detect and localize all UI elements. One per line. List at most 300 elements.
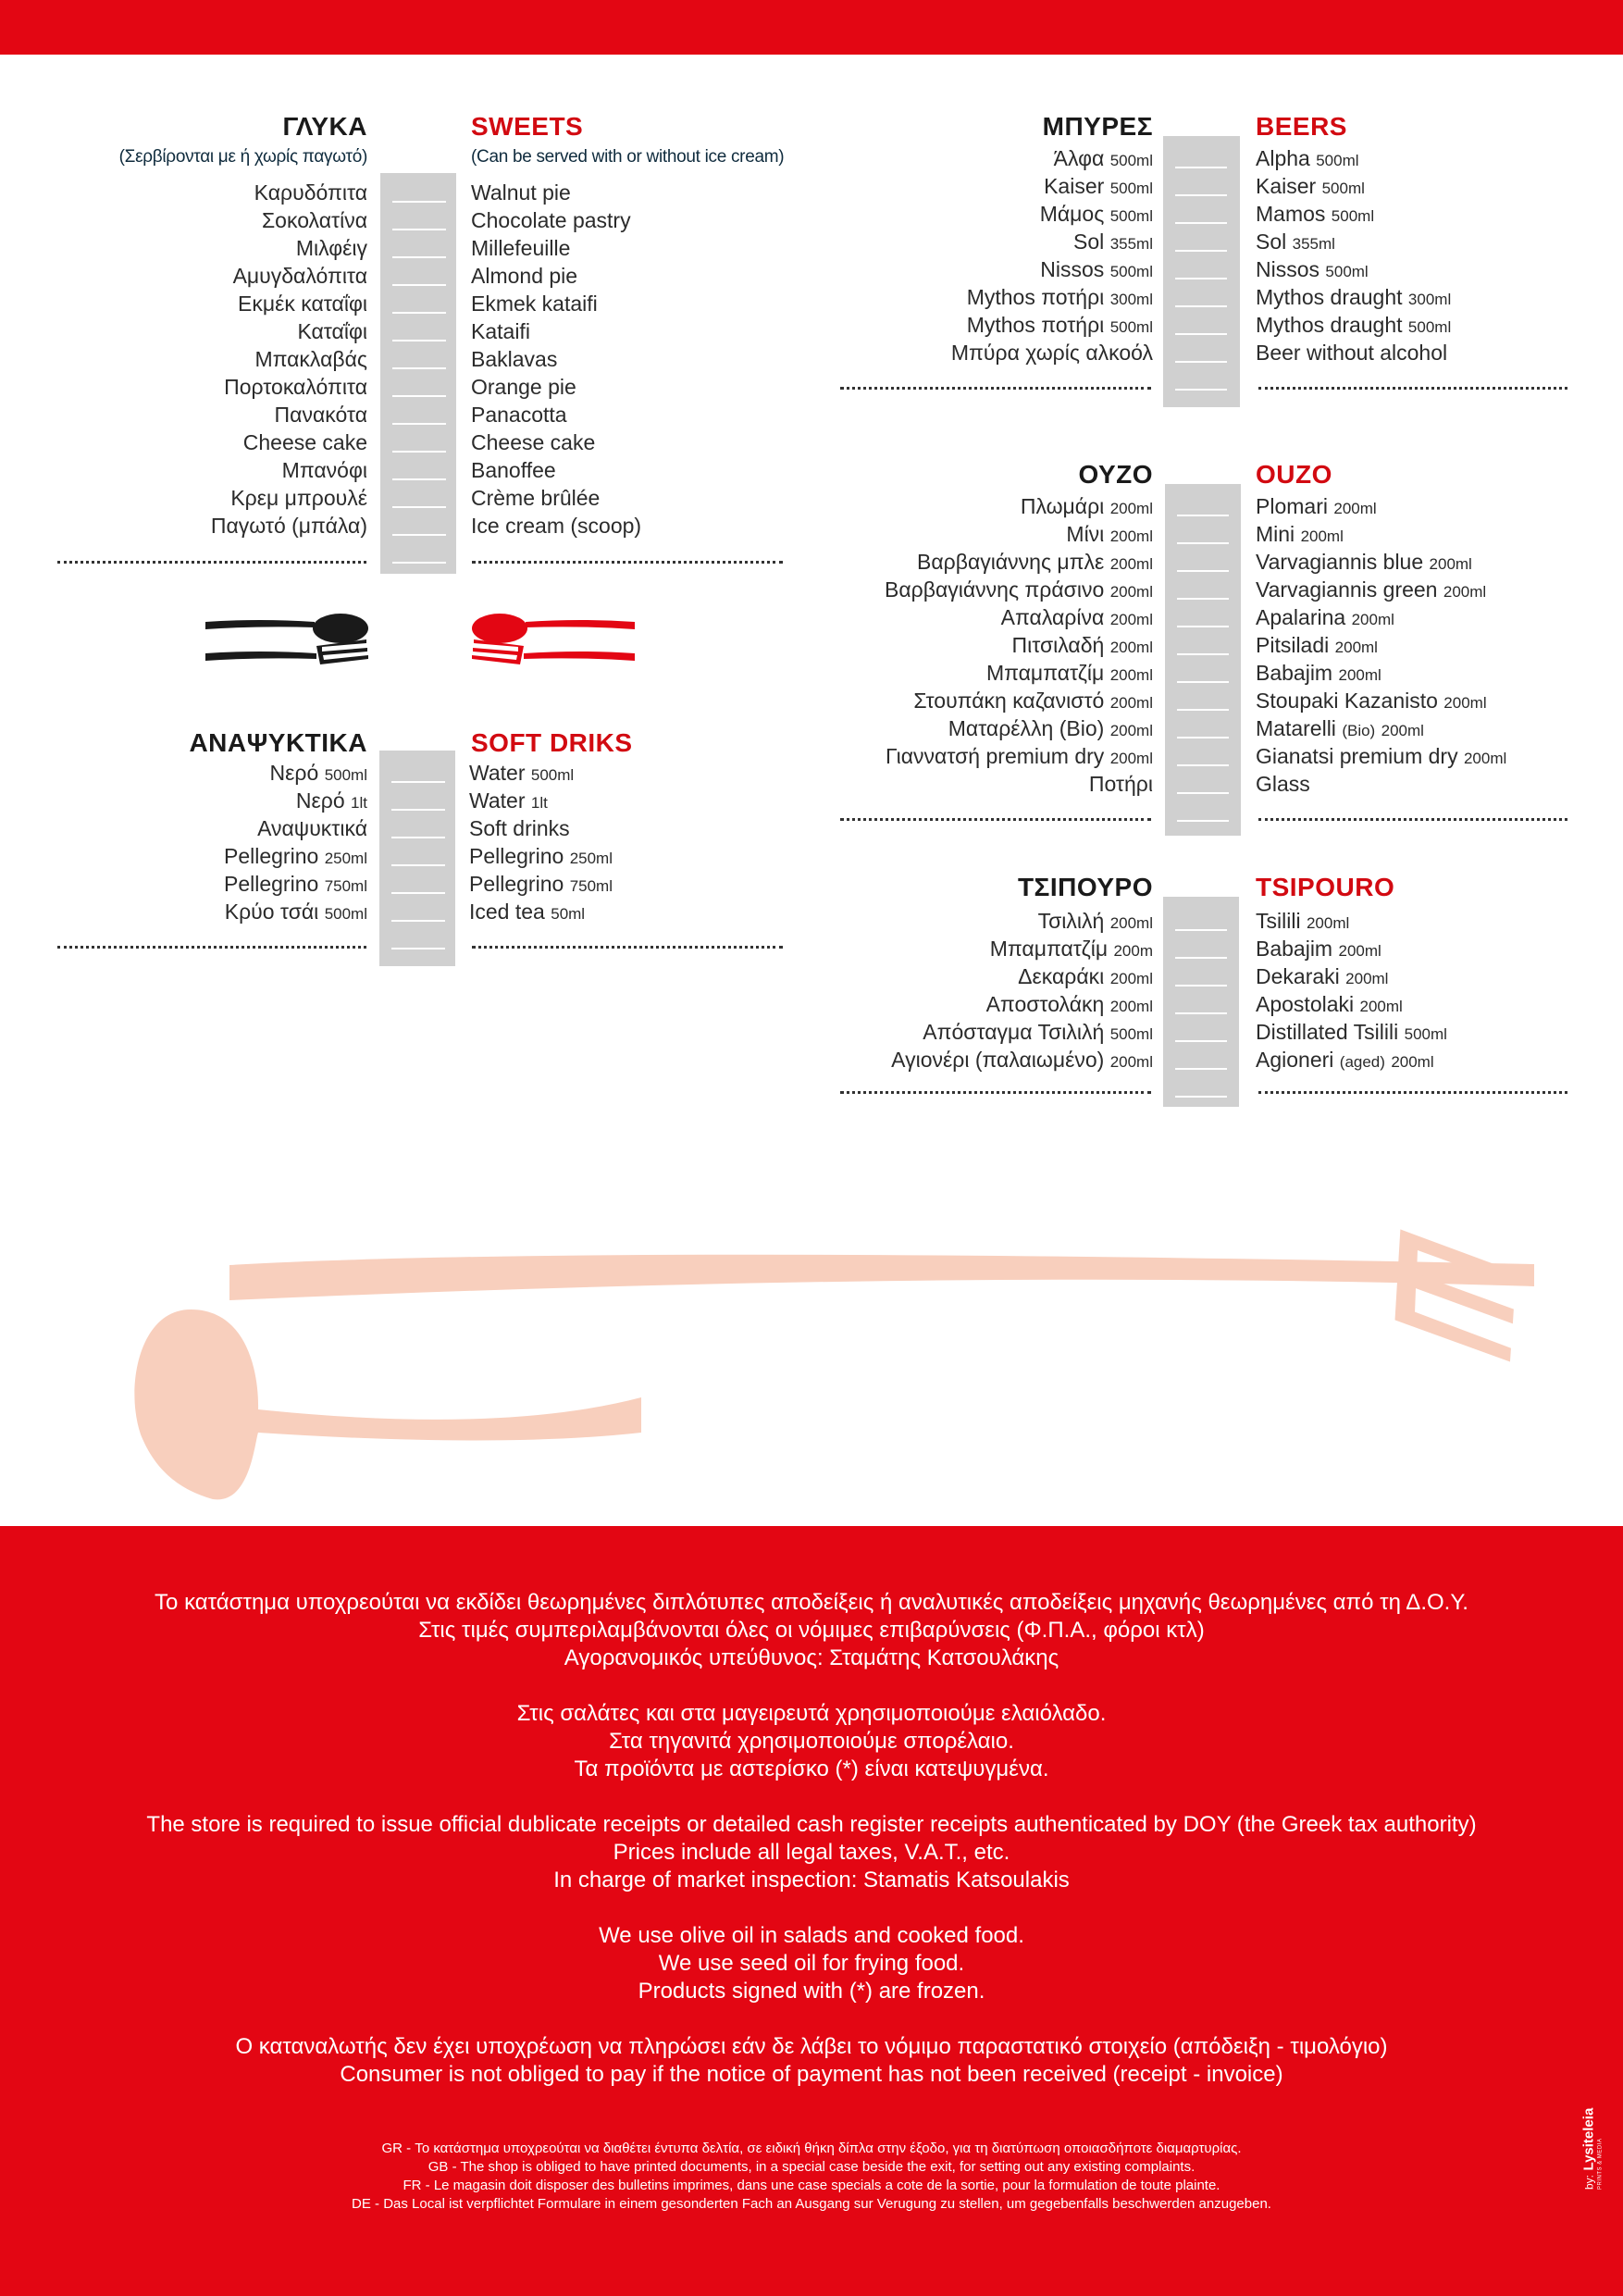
menu-item-gr — [1021, 492, 1153, 523]
price-slot — [392, 340, 446, 341]
menu-item-gr — [296, 787, 367, 817]
menu-item-gr — [1018, 962, 1153, 993]
legal-line: Prices include all legal taxes, V.A.T., etc. — [613, 1840, 1010, 1865]
section-subtitle-en: (Can be served with or without ice cream) — [471, 147, 785, 167]
item-name: Μπύρα χωρίς αλκοόλ — [950, 341, 1153, 365]
menu-item-gr — [1038, 907, 1153, 937]
price-slot — [1175, 305, 1227, 307]
price-slot — [1175, 957, 1227, 959]
menu-item-en — [1256, 492, 1377, 523]
section-title-gr: ΟΥΖΟ — [1078, 460, 1153, 489]
price-slot — [392, 395, 446, 397]
item-name: Pellegrino — [469, 872, 564, 896]
item-volume: 750ml — [569, 877, 613, 895]
item-name: Pellegrino — [224, 844, 319, 868]
item-volume: 200ml — [1109, 722, 1153, 739]
legal-line: Στις τιμές συμπεριλαμβάνονται όλες οι νόμιμες επιβαρύνσεις (Φ.Π.Α., φόροι κτλ) — [418, 1618, 1205, 1643]
item-volume: 1lt — [351, 794, 367, 812]
menu-item-en — [469, 787, 548, 817]
legal-line: Το κατάστημα υποχρεούται να εκδίδει θεωρημένες διπλότυπες αποδείξεις ή αναλυτικές αποδείξεις μηχανής θεωρημένες από τη Δ.Ο.Υ. — [155, 1590, 1468, 1615]
price-slot — [1175, 985, 1227, 987]
price-slot — [1177, 598, 1229, 600]
item-name: Μιλφέιγ — [295, 236, 367, 260]
menu-item-en — [1256, 1018, 1447, 1049]
menu-item-en — [1256, 659, 1381, 689]
item-volume: 500ml — [1404, 1025, 1447, 1043]
item-volume: 750ml — [324, 877, 367, 895]
menu-item-en — [1256, 962, 1388, 993]
item-name: Απαλαρίνα — [1000, 605, 1105, 629]
price-slot — [1175, 929, 1227, 931]
menu-item-gr — [948, 714, 1153, 745]
menu-item-en — [469, 870, 613, 900]
item-note: (aged) — [1339, 1053, 1385, 1071]
item-name: Water — [469, 788, 526, 813]
item-name: Dekaraki — [1256, 964, 1340, 988]
item-name: Sol — [1256, 230, 1287, 254]
complaint-line: DE - Das Local ist verpflichtet Formulare in einem gesonderten Fach an Ausgang sur Verugung zu stellen, um gegebenfalls beschwerden anzugeben. — [352, 2196, 1271, 2212]
item-volume: 500ml — [1109, 207, 1153, 225]
item-name: Banoffee — [471, 458, 556, 482]
item-name: Pitsiladi — [1256, 633, 1330, 657]
item-name: Tsilili — [1256, 909, 1301, 933]
item-name: Κρύο τσάι — [224, 900, 319, 924]
item-volume: 200ml — [1109, 583, 1153, 601]
price-slot — [1175, 250, 1227, 252]
menu-item-en — [1256, 907, 1349, 937]
menu-item-gr — [254, 345, 367, 373]
item-name: Νερό — [269, 761, 319, 785]
menu-item-gr — [891, 1046, 1153, 1076]
menu-item-gr — [238, 290, 367, 317]
price-slot — [392, 229, 446, 230]
dotted-divider — [472, 561, 783, 564]
item-name: Alpha — [1256, 146, 1310, 170]
price-slot — [1175, 222, 1227, 224]
item-name: Agioneri — [1256, 1048, 1334, 1072]
menu-item-en — [1256, 990, 1403, 1021]
legal-footer — [0, 1526, 1623, 2296]
price-slot — [391, 809, 445, 811]
item-name: Chocolate pastry — [471, 208, 631, 232]
item-name: Στουπάκη καζανιστό — [913, 689, 1105, 713]
price-slot — [1177, 515, 1229, 516]
price-slot — [391, 920, 445, 922]
price-slot — [1177, 792, 1229, 794]
menu-item-en — [1256, 631, 1378, 662]
item-name: Iced tea — [469, 900, 545, 924]
legal-line: Στις σαλάτες και στα μαγειρευτά χρησιμοποιούμε ελαιόλαδο. — [516, 1701, 1107, 1726]
item-name: Mythos ποτήρι — [966, 285, 1105, 309]
legal-line: We use seed oil for frying food. — [658, 1951, 965, 1976]
item-name: Almond pie — [471, 264, 578, 288]
price-slot — [1177, 764, 1229, 766]
item-name: Cheese cake — [242, 430, 367, 454]
menu-item-en — [471, 484, 600, 512]
menu-item-gr — [224, 870, 367, 900]
menu-item-gr — [1044, 172, 1153, 203]
menu-item-gr — [225, 898, 367, 928]
item-name: Matarelli — [1256, 716, 1336, 740]
dotted-divider — [840, 1091, 1151, 1094]
menu-item-gr — [885, 576, 1153, 606]
item-name: Baklavas — [471, 347, 558, 371]
dotted-divider — [840, 818, 1151, 821]
price-slot — [392, 256, 446, 258]
price-slot — [392, 312, 446, 314]
item-volume: 200ml — [1338, 942, 1381, 960]
item-name: Τσιλιλή — [1037, 909, 1105, 933]
item-volume: 200ml — [1109, 970, 1153, 987]
item-volume: 200ml — [1109, 500, 1153, 517]
menu-item-gr — [923, 1018, 1153, 1049]
item-volume: 355ml — [1109, 235, 1153, 253]
item-volume: 1lt — [530, 794, 548, 812]
price-slot — [1177, 570, 1229, 572]
menu-item-gr — [230, 484, 367, 512]
item-volume: 500ml — [1407, 318, 1452, 336]
item-name: Βαρβαγιάννης πράσινο — [885, 577, 1105, 602]
item-name: Panacotta — [471, 403, 567, 427]
item-name: Νερό — [295, 788, 345, 813]
item-name: Πανακότα — [274, 403, 367, 427]
menu-item-en — [471, 401, 567, 428]
price-slot — [392, 534, 446, 536]
menu-item-en — [471, 373, 576, 401]
item-name: Καρυδόπιτα — [254, 180, 367, 205]
price-slot — [1175, 1096, 1227, 1098]
menu-item-en — [471, 179, 571, 206]
item-volume: 500ml — [1331, 207, 1375, 225]
menu-item-en — [469, 842, 613, 873]
menu-item-en — [1256, 228, 1335, 258]
item-volume: 200ml — [1338, 666, 1381, 684]
item-name: Πιτσιλαδή — [1011, 633, 1105, 657]
section-title-en: OUZO — [1256, 460, 1332, 489]
menu-item-gr — [1001, 603, 1153, 634]
menu-item-en — [1256, 144, 1359, 175]
complaint-line: GB - The shop is obliged to have printed documents, in a special case beside the exit, for setting out any existing complaints. — [427, 2159, 1196, 2175]
menu-item-en — [471, 428, 595, 456]
legal-line: Ο καταναλωτής δεν έχει υποχρέωση να πληρώσει εάν δε λάβει το νόμιμο παραστατικό στοιχείο (απόδειξη - τιμολόγιο) — [235, 2034, 1388, 2059]
item-volume: 200ml — [1351, 611, 1394, 628]
price-slot — [1177, 542, 1229, 544]
item-volume: 200ml — [1359, 998, 1403, 1015]
legal-line: In charge of market inspection: Stamatis Katsoulakis — [553, 1868, 1070, 1893]
menu-item-gr — [243, 428, 367, 456]
item-name: Babajim — [1256, 661, 1333, 685]
price-slot — [392, 284, 446, 286]
menu-item-gr — [913, 687, 1153, 717]
item-name: Δεκαράκι — [1018, 964, 1105, 988]
menu-item-en — [1256, 576, 1486, 606]
section-title-gr: ΤΣΙΠΟΥΡΟ — [1017, 873, 1153, 901]
item-volume: 200ml — [1306, 914, 1350, 932]
section-title-en: SOFT DRIKS — [471, 728, 633, 757]
item-name: Απόσταγμα Τσιλιλή — [923, 1020, 1105, 1044]
menu-item-gr — [1089, 770, 1153, 798]
item-note: (Bio) — [1342, 722, 1376, 739]
item-name: Apalarina — [1256, 605, 1346, 629]
item-volume: 300ml — [1407, 291, 1452, 308]
menu-item-en — [1256, 742, 1506, 773]
complaint-line: FR - Le magasin doit disposer des bulletins imprimes, dans une case specials a cote de la sortie, pour la formulation de toute plainte. — [403, 2178, 1220, 2193]
price-slot — [1175, 1012, 1227, 1014]
menu-item-gr — [257, 814, 367, 842]
item-name: Αναψυκτικά — [257, 816, 367, 840]
item-volume: 200ml — [1443, 583, 1487, 601]
menu-item-en — [471, 317, 530, 345]
menu-item-en — [1256, 603, 1394, 634]
item-volume: 200ml — [1109, 611, 1153, 628]
menu-item-en — [1256, 714, 1424, 745]
item-name: Βαρβαγιάννης μπλε — [917, 550, 1105, 574]
menu-item-gr — [1066, 520, 1153, 551]
price-slot — [392, 367, 446, 369]
price-slot — [1177, 820, 1229, 822]
section-title-gr: ΓΛΥΚΑ — [282, 112, 367, 141]
fork-tines — [1395, 1229, 1516, 1361]
dotted-divider — [57, 561, 366, 564]
price-slot — [392, 201, 446, 203]
item-name: Mythos draught — [1256, 313, 1403, 337]
item-name: Άλφα — [1053, 146, 1105, 170]
item-name: Kaiser — [1044, 174, 1105, 198]
menu-item-en — [1256, 172, 1365, 203]
price-slot — [1177, 709, 1229, 711]
item-name: Μπανόφι — [281, 458, 367, 482]
fork-handle — [229, 1255, 1534, 1300]
item-volume: 500ml — [1109, 180, 1153, 197]
menu-item-gr — [967, 283, 1153, 314]
price-slot — [1175, 278, 1227, 279]
item-volume: 50ml — [551, 905, 586, 923]
item-volume: 250ml — [324, 850, 367, 867]
item-volume: 200ml — [1109, 694, 1153, 712]
item-volume: 500ml — [324, 905, 367, 923]
item-volume: 200ml — [1333, 500, 1377, 517]
item-name: Mini — [1256, 522, 1295, 546]
item-name: Ματαρέλλη (Bio) — [948, 716, 1105, 740]
price-slot — [391, 948, 445, 949]
printer-credit — [1580, 2108, 1603, 2190]
item-name: Soft drinks — [469, 816, 570, 840]
menu-item-gr — [282, 456, 367, 484]
menu-item-gr — [1040, 255, 1153, 286]
dotted-divider — [1258, 387, 1567, 390]
price-slot — [392, 451, 446, 453]
item-name: Gianatsi premium dry — [1256, 744, 1458, 768]
item-name: Mamos — [1256, 202, 1326, 226]
credit-brand: Lysiteleia — [1580, 2107, 1596, 2171]
price-slot — [1175, 194, 1227, 196]
dotted-divider — [1258, 1091, 1567, 1094]
price-slot — [1175, 167, 1227, 168]
price-slot — [1175, 1068, 1227, 1070]
cutlery-icon-red — [470, 609, 637, 678]
item-name: Ποτήρι — [1088, 772, 1153, 796]
menu-item-en — [1256, 311, 1451, 341]
item-volume: 500ml — [530, 766, 575, 784]
price-slot — [1177, 626, 1229, 627]
spacer — [56, 1894, 1567, 1922]
item-volume: 200ml — [1109, 998, 1153, 1015]
item-name: Ekmek kataifi — [471, 292, 598, 316]
item-volume: 500ml — [1316, 152, 1359, 169]
item-name: Sol — [1073, 230, 1105, 254]
menu-item-gr — [917, 548, 1153, 578]
item-volume: 200ml — [1109, 555, 1153, 573]
item-name: Mythos draught — [1256, 285, 1403, 309]
section-subtitle-gr: (Σερβίρονται με ή χωρίς παγωτό) — [118, 147, 367, 167]
item-volume: 200ml — [1345, 970, 1389, 987]
item-volume: 500ml — [1109, 318, 1153, 336]
price-slot — [392, 478, 446, 480]
legal-line: Products signed with (*) are frozen. — [638, 1979, 985, 2004]
price-slot — [1177, 653, 1229, 655]
item-name: Glass — [1256, 772, 1310, 796]
item-name: Cheese cake — [471, 430, 596, 454]
menu-item-en — [1256, 1046, 1434, 1076]
menu-item-gr — [297, 317, 367, 345]
menu-item-gr — [1011, 631, 1153, 662]
menu-item-gr — [967, 311, 1153, 341]
item-volume: 200ml — [1109, 527, 1153, 545]
credit-sub: PRINTS & MEDIA — [1597, 2138, 1603, 2190]
item-volume: 200ml — [1109, 750, 1153, 767]
price-slot — [1175, 1040, 1227, 1042]
top-red-bar — [0, 0, 1623, 55]
item-name: Mythos ποτήρι — [966, 313, 1105, 337]
spacer — [56, 2005, 1567, 2033]
item-name: Κρεμ μπρουλέ — [230, 486, 367, 510]
price-slot — [392, 506, 446, 508]
item-volume: 200ml — [1109, 666, 1153, 684]
menu-item-gr — [986, 659, 1153, 689]
menu-item-gr — [211, 512, 367, 540]
menu-item-en — [471, 345, 557, 373]
menu-item-gr — [886, 742, 1153, 773]
menu-item-gr — [986, 990, 1153, 1021]
menu-item-en — [471, 262, 577, 290]
item-name: Water — [469, 761, 526, 785]
price-slot — [392, 423, 446, 425]
item-name: Nissos — [1256, 257, 1320, 281]
menu-item-gr — [262, 206, 367, 234]
menu-item-en — [469, 759, 574, 789]
dotted-divider — [57, 946, 366, 949]
menu-item-en — [1256, 339, 1447, 366]
item-volume: 200ml — [1463, 750, 1507, 767]
item-name: Ice cream (scoop) — [471, 514, 642, 538]
item-name: Kataifi — [471, 319, 530, 343]
menu-item-en — [1256, 770, 1310, 798]
cutlery-illustration — [130, 1203, 1536, 1518]
price-slot — [391, 837, 445, 838]
menu-item-en — [471, 234, 570, 262]
item-volume: 500ml — [1109, 263, 1153, 280]
menu-item-gr — [296, 234, 367, 262]
item-name: Orange pie — [471, 375, 576, 399]
menu-item-gr — [1073, 228, 1153, 258]
menu-item-en — [1256, 255, 1369, 286]
item-volume: 200ml — [1109, 914, 1153, 932]
price-slot — [1177, 737, 1229, 738]
item-name: Plomari — [1256, 494, 1328, 518]
item-volume: 200ml — [1109, 1053, 1153, 1071]
menu-item-en — [469, 898, 585, 928]
price-slot — [392, 562, 446, 564]
price-column — [380, 173, 456, 574]
item-volume: 200ml — [1391, 1053, 1434, 1071]
section-title-gr: ΑΝΑΨΥΚΤΙΚΑ — [189, 728, 367, 757]
item-name: Kaiser — [1256, 174, 1317, 198]
item-name: Παγωτό (μπάλα) — [210, 514, 367, 538]
spacer — [56, 1672, 1567, 1700]
dotted-divider — [1258, 818, 1567, 821]
item-name: Μπαμπατζίμ — [985, 661, 1105, 685]
item-name: Pellegrino — [469, 844, 564, 868]
item-name: Beer without alcohol — [1256, 341, 1448, 365]
menu-item-en — [1256, 935, 1381, 965]
price-slot — [1175, 389, 1227, 391]
item-name: Αποστολάκη — [985, 992, 1105, 1016]
item-name: Stoupaki Kazanisto — [1256, 689, 1438, 713]
price-slot — [1175, 333, 1227, 335]
menu-item-gr — [270, 759, 367, 789]
item-name: Millefeuille — [471, 236, 571, 260]
item-name: Πορτοκαλόπιτα — [224, 375, 367, 399]
item-volume: 500ml — [1109, 152, 1153, 169]
legal-line: The store is required to issue official dublicate receipts or detailed cash register receipts authenticated by DOY (the Greek tax authority) — [146, 1812, 1477, 1837]
item-volume: 500ml — [1325, 263, 1369, 280]
item-volume: 500ml — [1109, 1025, 1153, 1043]
price-slot — [1177, 681, 1229, 683]
complaint-line: GR - Το κατάστημα υποχρεούται να διαθέτει έντυπα δελτία, σε ειδική θήκη δίπλα στην έξοδο, για τη διατύπωση οποιασδήποτε διαμαρτυρίας. — [381, 2141, 1242, 2156]
menu-item-gr — [254, 179, 367, 206]
item-volume: 500ml — [1321, 180, 1365, 197]
menu-item-gr — [275, 401, 367, 428]
item-name: Walnut pie — [471, 180, 571, 205]
menu-item-en — [1256, 200, 1374, 230]
section-title-en: SWEETS — [471, 112, 584, 141]
menu-item-en — [469, 814, 570, 842]
item-name: Αγιονέρι (παλαιωμένο) — [891, 1048, 1105, 1072]
item-name: Πλωμάρι — [1020, 494, 1105, 518]
dotted-divider — [472, 946, 783, 949]
legal-line: We use olive oil in salads and cooked food. — [599, 1923, 1024, 1948]
item-volume: 500ml — [324, 766, 367, 784]
item-volume: 200ml — [1109, 639, 1153, 656]
item-name: Crème brûlée — [471, 486, 601, 510]
menu-item-en — [471, 512, 641, 540]
menu-item-en — [471, 290, 598, 317]
section-title-gr: ΜΠΥΡΕΣ — [1042, 112, 1153, 141]
price-column — [1163, 136, 1240, 407]
menu-item-gr — [233, 262, 367, 290]
menu-item-gr — [990, 935, 1153, 965]
menu-item-gr — [224, 373, 367, 401]
cutlery-icon-black — [204, 609, 370, 678]
item-name: Αμυγδαλόπιτα — [232, 264, 367, 288]
legal-line: Τα προϊόντα με αστερίσκο (*) είναι κατεψυγμένα. — [574, 1756, 1049, 1781]
price-slot — [391, 781, 445, 783]
menu-item-en — [1256, 548, 1472, 578]
item-name: Μάμος — [1039, 202, 1105, 226]
legal-line: Consumer is not obliged to pay if the notice of payment has not been received (receipt - invoice) — [340, 2062, 1283, 2087]
price-column — [1165, 484, 1241, 836]
item-name: Varvagiannis green — [1256, 577, 1438, 602]
